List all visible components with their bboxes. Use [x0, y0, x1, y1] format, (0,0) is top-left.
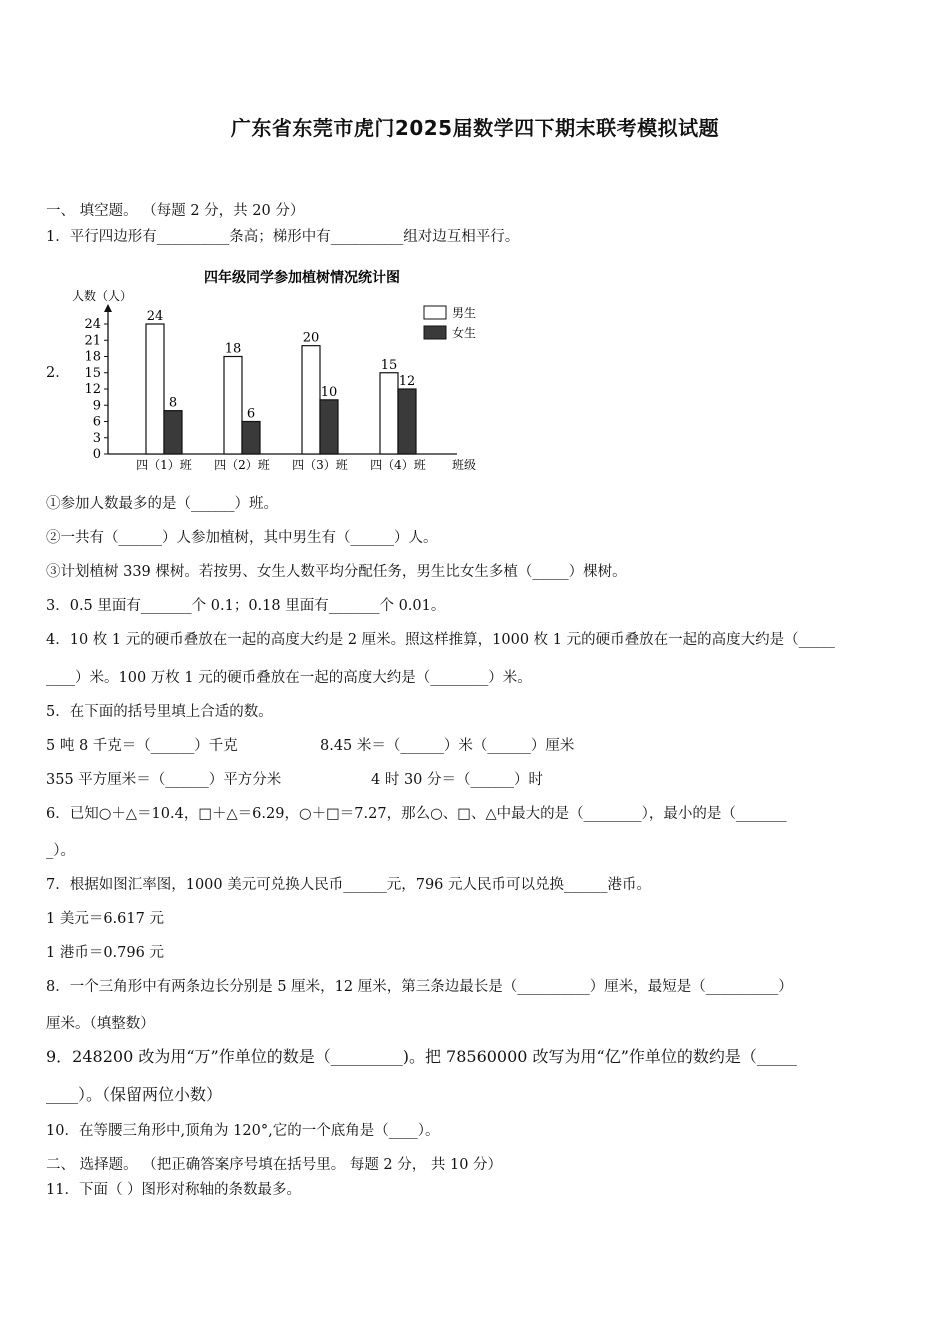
- question-5-d: 4 时 30 分＝（______）时: [371, 772, 544, 788]
- bar-girls-1: [164, 411, 182, 454]
- bar-boys-2: [224, 357, 242, 455]
- bar-girls-4: [398, 389, 416, 454]
- exchange-rate-usd: 1 美元＝6.617 元: [46, 911, 164, 927]
- y-tick-label: 15: [84, 365, 101, 381]
- x-axis-label: 班级: [452, 458, 477, 472]
- question-6-line-2: _）。: [46, 843, 75, 859]
- bar-value-label: 20: [302, 330, 320, 346]
- question-4-line-2: ____）米。100 万枚 1 元的硬币叠放在一起的高度大约是（________）米。: [46, 670, 532, 686]
- bar-value-label: 18: [224, 341, 242, 357]
- x-tick-label: 四（2）班: [214, 458, 270, 472]
- chart-title: 四年级同学参加植树情况统计图: [204, 270, 400, 286]
- bar-value-label: 6: [246, 406, 256, 422]
- question-2-number: 2．: [46, 365, 70, 381]
- bar-value-label: 15: [380, 357, 398, 373]
- y-axis-label: 人数（人）: [72, 289, 133, 303]
- bar-girls-3: [320, 400, 338, 454]
- question-2-part-2: ②一共有（______）人参加植树，其中男生有（______）人。: [46, 530, 438, 546]
- question-8-line-2: 厘米。（填整数）: [46, 1016, 155, 1032]
- y-tick-label: 21: [84, 333, 101, 349]
- question-4-line-1: 4．10 枚 1 元的硬币叠放在一起的高度大约是 2 厘米。照这样推算，1000 枚 1 元的硬币叠放在一起的高度大约是（_____: [46, 632, 835, 648]
- question-2-part-1: ①参加人数最多的是（______）班。: [46, 496, 278, 512]
- page-title: 广东省东莞市虎门2025届数学四下期末联考模拟试题: [230, 116, 720, 140]
- question-2-part-3: ③计划植树 339 棵树。若按男、女生人数平均分配任务，男生比女生多植（_____）棵树。: [46, 564, 627, 580]
- question-9-line-1: 9．248200 改为用“万”作单位的数是（_________)。把 78560000 改写为用“亿”作单位的数约是（_____: [46, 1047, 797, 1066]
- bar-value-label: 10: [320, 384, 338, 400]
- legend-label-girls: 女生: [452, 326, 477, 340]
- question-1: 1．平行四边形有__________条高；梯形中有__________组对边互相平行。: [46, 229, 520, 245]
- x-tick-label: 四（3）班: [292, 458, 348, 472]
- bar-value-label: 24: [146, 309, 164, 324]
- y-tick-label: 18: [84, 349, 101, 365]
- y-tick-label: 12: [84, 382, 101, 397]
- question-10: 10．在等腰三角形中,顶角为 120°,它的一个底角是（____）。: [46, 1123, 440, 1139]
- legend-swatch-girls: [424, 326, 446, 339]
- question-5-b: 8.45 米＝（______）米（______）厘米: [320, 738, 575, 754]
- y-tick-label: 24: [84, 317, 101, 332]
- question-7: 7．根据如图汇率图，1000 美元可兑换人民币______元，796 元人民币可以兑换______港币。: [46, 877, 652, 893]
- legend-swatch-boys: [424, 306, 446, 319]
- bar-boys-1: [146, 324, 164, 454]
- exchange-rate-hkd: 1 港币＝0.796 元: [46, 945, 164, 961]
- section-1-heading: 一、 填空题。 （每题 2 分，共 20 分）: [46, 203, 305, 219]
- legend-label-boys: 男生: [452, 306, 477, 320]
- bar-boys-3: [302, 346, 320, 454]
- question-8-line-1: 8．一个三角形中有两条边长分别是 5 厘米，12 厘米，第三条边最长是（__________）厘米，最短是（__________）: [46, 979, 793, 995]
- y-axis-arrow: [104, 304, 112, 312]
- question-5-c: 355 平方厘米＝（______）平方分米: [46, 772, 282, 788]
- bar-value-label: 8: [168, 395, 178, 411]
- x-tick-label: 四（4）班: [370, 458, 426, 472]
- question-6-line-1: 6．已知○＋△＝10.4，□＋△＝6.29，○＋□＝7.27，那么○、□、△中最大的是（________），最小的是（_______: [46, 806, 787, 822]
- bar-girls-2: [242, 422, 260, 455]
- y-tick-label: 9: [92, 398, 101, 414]
- question-9-line-2: ____）。（保留两位小数）: [46, 1085, 223, 1104]
- question-5: 5．在下面的括号里填上合适的数。: [46, 704, 273, 720]
- question-5-a: 5 吨 8 千克＝（______）千克: [46, 738, 238, 754]
- question-11: 11．下面（ ）图形对称轴的条数最多。: [46, 1182, 302, 1198]
- y-tick-label: 3: [92, 430, 101, 446]
- question-3: 3．0.5 里面有_______个 0.1；0.18 里面有_______个 0.01。: [46, 598, 446, 614]
- bar-boys-4: [380, 373, 398, 454]
- bar-value-label: 12: [398, 374, 416, 389]
- x-tick-label: 四（1）班: [136, 458, 192, 472]
- y-tick-label: 6: [92, 414, 101, 430]
- y-tick-label: 0: [92, 447, 101, 462]
- section-2-heading: 二、 选择题。 （把正确答案序号填在括号里。 每题 2 分， 共 10 分）: [46, 1157, 503, 1173]
- bar-chart: [72, 262, 512, 477]
